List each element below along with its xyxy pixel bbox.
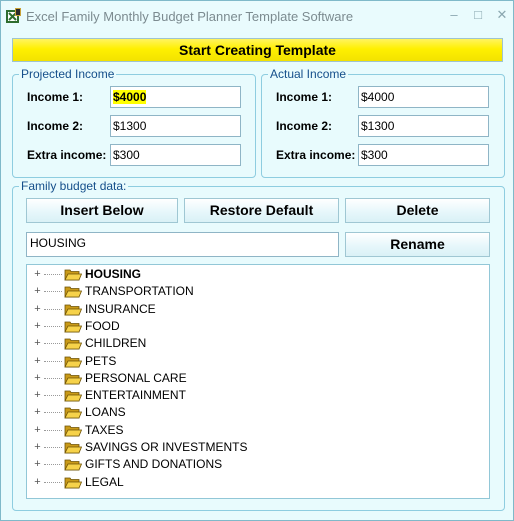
projected-extra-income-field[interactable]: $300 [110,144,241,166]
tree-item-label: SAVINGS OR INVESTMENTS [85,440,248,454]
tree-item-label: LEGAL [85,474,124,489]
expand-icon[interactable]: + [34,354,41,367]
folder-open-icon [64,476,82,489]
projected-income1-value: $4000 [113,90,147,104]
tree-item-label: CHILDREN [85,336,147,351]
folder-open-icon [64,268,82,281]
expand-icon[interactable]: + [34,302,41,315]
actual-income1-label: Income 1: [276,90,333,104]
expand-icon[interactable]: + [34,441,41,453]
folder-open-icon [64,406,82,419]
actual-extra-income-label: Extra income: [276,148,356,162]
tree-item-label: GIFTS AND DONATIONS [85,457,223,472]
expand-icon[interactable]: + [34,389,41,402]
folder-open-icon [64,389,82,402]
tree-item-label: HOUSING [85,267,142,281]
tree-item[interactable] [27,456,467,473]
tree-connector [44,291,62,292]
expand-icon[interactable]: + [34,285,41,298]
expand-icon[interactable]: + [34,371,41,384]
tree-connector [44,430,62,431]
tree-connector [44,482,62,483]
tree-item[interactable] [27,387,467,404]
projected-income2-label: Income 2: [27,119,84,133]
tree-connector [44,361,62,362]
rename-button[interactable]: Rename [345,232,490,257]
tree-item[interactable] [27,370,467,387]
app-icon [5,8,22,25]
tree-item[interactable] [27,353,467,370]
maximize-button[interactable]: □ [474,7,482,22]
tree-connector [44,464,62,465]
tree-item[interactable] [27,439,467,456]
expand-icon[interactable]: + [34,319,41,332]
tree-item-label: TRANSPORTATION [85,284,194,299]
tree-connector [44,274,62,275]
actual-income-group [261,67,505,178]
actual-extra-income-field[interactable]: $300 [358,144,489,166]
delete-button[interactable]: Delete [345,198,490,223]
expand-icon[interactable]: + [34,475,41,488]
tree-item[interactable] [27,318,467,335]
window-title: Excel Family Monthly Budget Planner Template Software [26,9,354,24]
projected-income-title: Projected Income [21,67,115,81]
tree-item[interactable] [27,283,467,300]
expand-icon[interactable]: + [34,458,41,471]
folder-open-icon [64,458,82,471]
projected-income1-field[interactable] [110,86,241,108]
projected-income1-label: Income 1: [27,90,84,104]
restore-default-button[interactable]: Restore Default [184,198,339,223]
tree-connector [44,412,62,413]
tree-connector [44,378,62,379]
folder-open-icon [64,424,82,437]
insert-below-button[interactable]: Insert Below [26,198,178,223]
category-name-input[interactable]: HOUSING [26,232,339,257]
tree-item-label: PERSONAL CARE [85,370,187,385]
folder-open-icon [64,303,82,316]
actual-income1-field[interactable]: $4000 [358,86,489,108]
folder-open-icon [64,441,82,454]
tree-item-label: PETS [85,353,117,368]
close-button[interactable]: ✕ [496,7,508,22]
projected-extra-income-label: Extra income: [27,148,107,162]
title-bar [1,1,513,32]
folder-open-icon [64,320,82,333]
expand-icon[interactable]: + [34,268,41,280]
tree-item-label: LOANS [85,405,126,420]
actual-income-title: Actual Income [270,67,347,81]
actual-income2-label: Income 2: [276,119,333,133]
minimize-button[interactable]: – [450,7,458,22]
tree-connector [44,395,62,396]
expand-icon[interactable]: + [34,423,41,436]
tree-connector [44,326,62,327]
folder-open-icon [64,372,82,385]
actual-income2-field[interactable]: $1300 [358,115,489,137]
tree-connector [44,309,62,310]
tree-item-label: INSURANCE [85,301,156,316]
tree-item[interactable] [27,474,467,491]
tree-item[interactable] [27,404,467,421]
start-creating-template-button[interactable]: Start Creating Template [12,38,503,62]
folder-open-icon [64,337,82,350]
projected-income-group [12,67,256,178]
tree-item[interactable] [27,335,467,352]
tree-item-label: TAXES [85,422,124,437]
tree-item-label: ENTERTAINMENT [85,388,186,403]
tree-item[interactable] [27,266,467,283]
budget-category-tree[interactable] [26,264,490,499]
tree-item[interactable] [27,422,467,439]
tree-item[interactable] [27,301,467,318]
expand-icon[interactable]: + [34,406,41,419]
projected-income2-field[interactable]: $1300 [110,115,241,137]
folder-open-icon [64,285,82,298]
folder-open-icon [64,355,82,368]
family-budget-title: Family budget data: [21,179,127,193]
tree-item-label: FOOD [85,318,120,333]
tree-connector [44,447,62,448]
tree-connector [44,343,62,344]
expand-icon[interactable]: + [34,337,41,350]
